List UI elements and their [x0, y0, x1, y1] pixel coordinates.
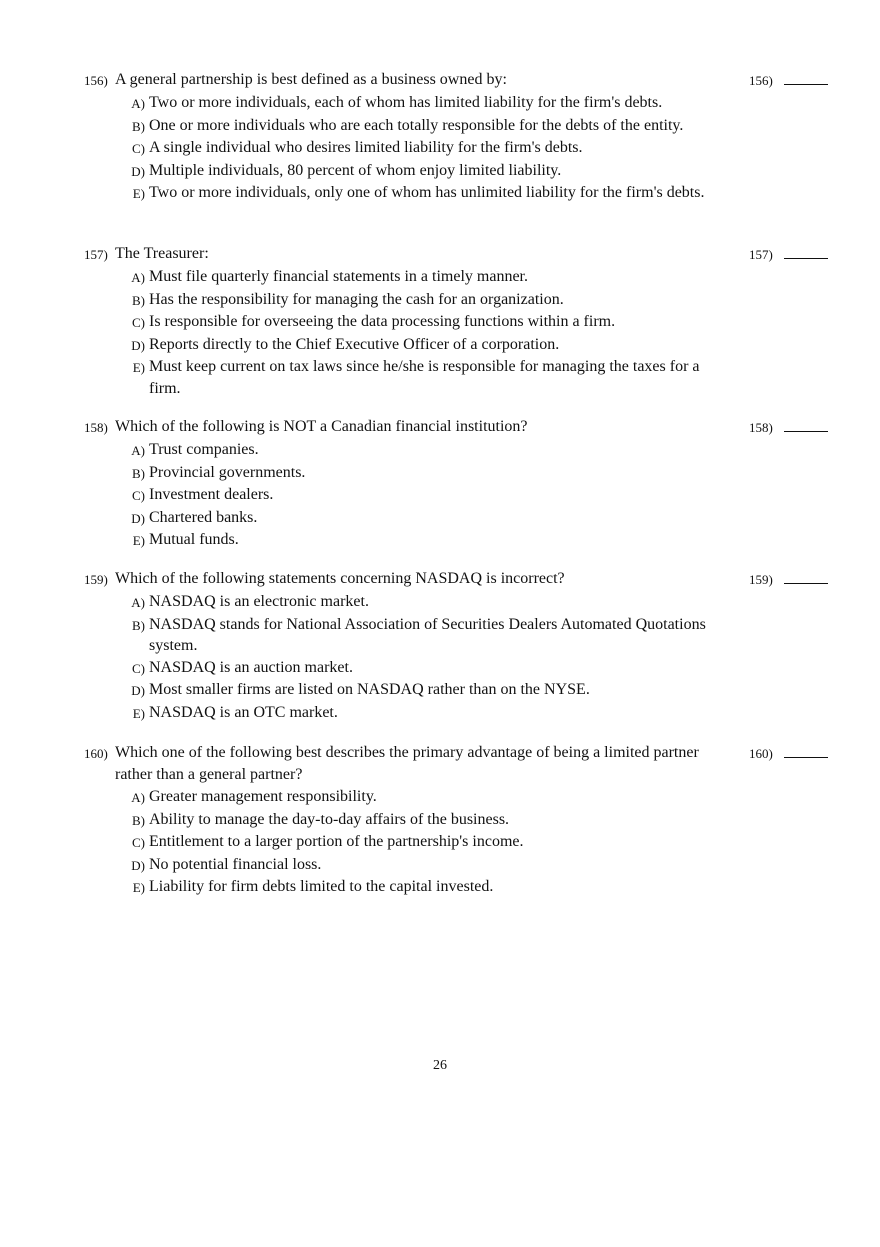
option-c: [128, 657, 738, 680]
option-letter: E): [132, 360, 145, 375]
answer-label: 157): [749, 247, 773, 262]
option-e: [128, 182, 738, 205]
option-a: [128, 439, 738, 462]
option-letter: A): [131, 96, 145, 111]
option-text: NASDAQ is an electronic market.: [149, 593, 369, 610]
option-text: One or more individuals who are each totally responsible for the debts of the entity.: [149, 116, 684, 134]
option-text: Mutual funds.: [149, 531, 239, 548]
option-b: [128, 614, 738, 657]
page-number: 26: [433, 1058, 447, 1073]
options-list: [84, 439, 834, 552]
option-letter: A): [131, 443, 145, 458]
question-header: [84, 69, 834, 92]
option-letter: C): [132, 835, 145, 850]
question-number: 160): [84, 746, 108, 761]
option-text: NASDAQ is an OTC market.: [149, 703, 338, 721]
question-header: [84, 243, 834, 266]
question-number: 158): [84, 420, 108, 435]
option-letter: C): [132, 488, 145, 503]
answer-label: 158): [749, 420, 773, 435]
option-c: [128, 831, 738, 854]
answer-label: 159): [749, 572, 773, 587]
option-letter: C): [132, 141, 145, 156]
option-c: [128, 484, 738, 507]
question-number: 157): [84, 247, 108, 262]
option-text: Liability for firm debts limited to the capital invested.: [149, 878, 494, 895]
option-text: Has the responsibility for managing the cash for an organization.: [149, 290, 564, 308]
option-letter: E): [132, 186, 145, 201]
option-a: [128, 591, 738, 614]
option-letter: D): [131, 857, 145, 873]
option-text: Investment dealers.: [149, 486, 274, 503]
option-letter: B): [132, 812, 145, 828]
question-text: The Treasurer:: [115, 245, 209, 262]
option-letter: A): [131, 790, 145, 805]
option-letter: C): [132, 660, 145, 676]
question-text: Which one of the following best describes the primary advantage of being a limited partner rather than a general partner?: [115, 744, 699, 783]
option-text: Provincial governments.: [149, 463, 306, 481]
option-text: NASDAQ stands for National Association of Securities Dealers Automated Quotations system.: [149, 615, 706, 654]
option-letter: A): [131, 270, 145, 285]
option-letter: D): [131, 510, 145, 526]
option-letter: E): [132, 533, 145, 548]
question-text: Which of the following statements concerning NASDAQ is incorrect?: [115, 570, 565, 587]
option-text: Ability to manage the day-to-day affairs of the business.: [149, 810, 510, 828]
question-header: [84, 742, 834, 786]
options-list: [84, 92, 834, 205]
option-letter: B): [132, 118, 145, 134]
option-text: Reports directly to the Chief Executive Officer of a corporation.: [149, 335, 560, 353]
option-letter: E): [132, 705, 145, 721]
question-header: [84, 568, 834, 591]
option-text: Entitlement to a larger portion of the partnership's income.: [149, 833, 524, 850]
option-text: Two or more individuals, each of whom has limited liability for the firm's debts.: [149, 94, 663, 111]
option-letter: D): [131, 683, 145, 698]
question-157: [84, 243, 834, 399]
option-d: [128, 507, 738, 530]
answer-blank[interactable]: [784, 431, 828, 432]
option-a: [128, 786, 738, 809]
option-c: [128, 137, 738, 160]
answer-blank[interactable]: [784, 258, 828, 259]
option-d: [128, 160, 738, 183]
option-text: A single individual who desires limited liability for the firm's debts.: [149, 139, 583, 156]
option-text: NASDAQ is an auction market.: [149, 658, 353, 676]
answer-blank[interactable]: [784, 84, 828, 85]
question-159: [84, 568, 834, 724]
option-letter: A): [131, 595, 145, 610]
option-letter: E): [132, 880, 145, 895]
option-text: Must file quarterly financial statements in a timely manner.: [149, 268, 528, 285]
option-c: [128, 311, 738, 334]
question-number: 156): [84, 73, 108, 88]
option-text: Trust companies.: [149, 441, 259, 458]
question-160: [84, 742, 834, 899]
option-letter: B): [132, 465, 145, 481]
option-d: [128, 854, 738, 877]
question-number: 159): [84, 572, 108, 587]
answer-label: 160): [749, 746, 773, 761]
option-e: [128, 529, 738, 552]
option-text: No potential financial loss.: [149, 855, 322, 873]
option-text: Is responsible for overseeing the data processing functions within a firm.: [149, 313, 616, 330]
options-list: [84, 591, 834, 724]
option-letter: B): [132, 292, 145, 308]
option-letter: C): [132, 315, 145, 330]
options-list: [84, 786, 834, 899]
options-list: [84, 266, 834, 399]
option-b: [128, 462, 738, 485]
option-text: Chartered banks.: [149, 508, 258, 526]
question-156: [84, 69, 834, 205]
option-letter: B): [132, 617, 145, 633]
option-text: Multiple individuals, 80 percent of whom enjoy limited liability.: [149, 161, 562, 179]
option-e: [128, 356, 738, 399]
question-158: [84, 416, 834, 552]
answer-label: 156): [749, 73, 773, 88]
question-text: A general partnership is best defined as a business owned by:: [115, 71, 507, 88]
option-e: [128, 702, 738, 725]
option-b: [128, 289, 738, 312]
option-a: [128, 266, 738, 289]
question-header: [84, 416, 834, 439]
option-letter: D): [131, 337, 145, 353]
option-d: [128, 679, 738, 702]
option-b: [128, 809, 738, 832]
option-text: Must keep current on tax laws since he/she is responsible for managing the taxes for a firm.: [149, 358, 700, 397]
option-letter: D): [131, 163, 145, 179]
option-text: Greater management responsibility.: [149, 788, 377, 805]
answer-blank[interactable]: [784, 757, 828, 758]
option-e: [128, 876, 738, 899]
question-text: Which of the following is NOT a Canadian financial institution?: [115, 418, 528, 435]
option-b: [128, 115, 738, 138]
answer-blank[interactable]: [784, 583, 828, 584]
option-text: Two or more individuals, only one of whom has unlimited liability for the firm's debts.: [149, 184, 705, 201]
option-a: [128, 92, 738, 115]
option-text: Most smaller firms are listed on NASDAQ rather than on the NYSE.: [149, 681, 590, 698]
option-d: [128, 334, 738, 357]
